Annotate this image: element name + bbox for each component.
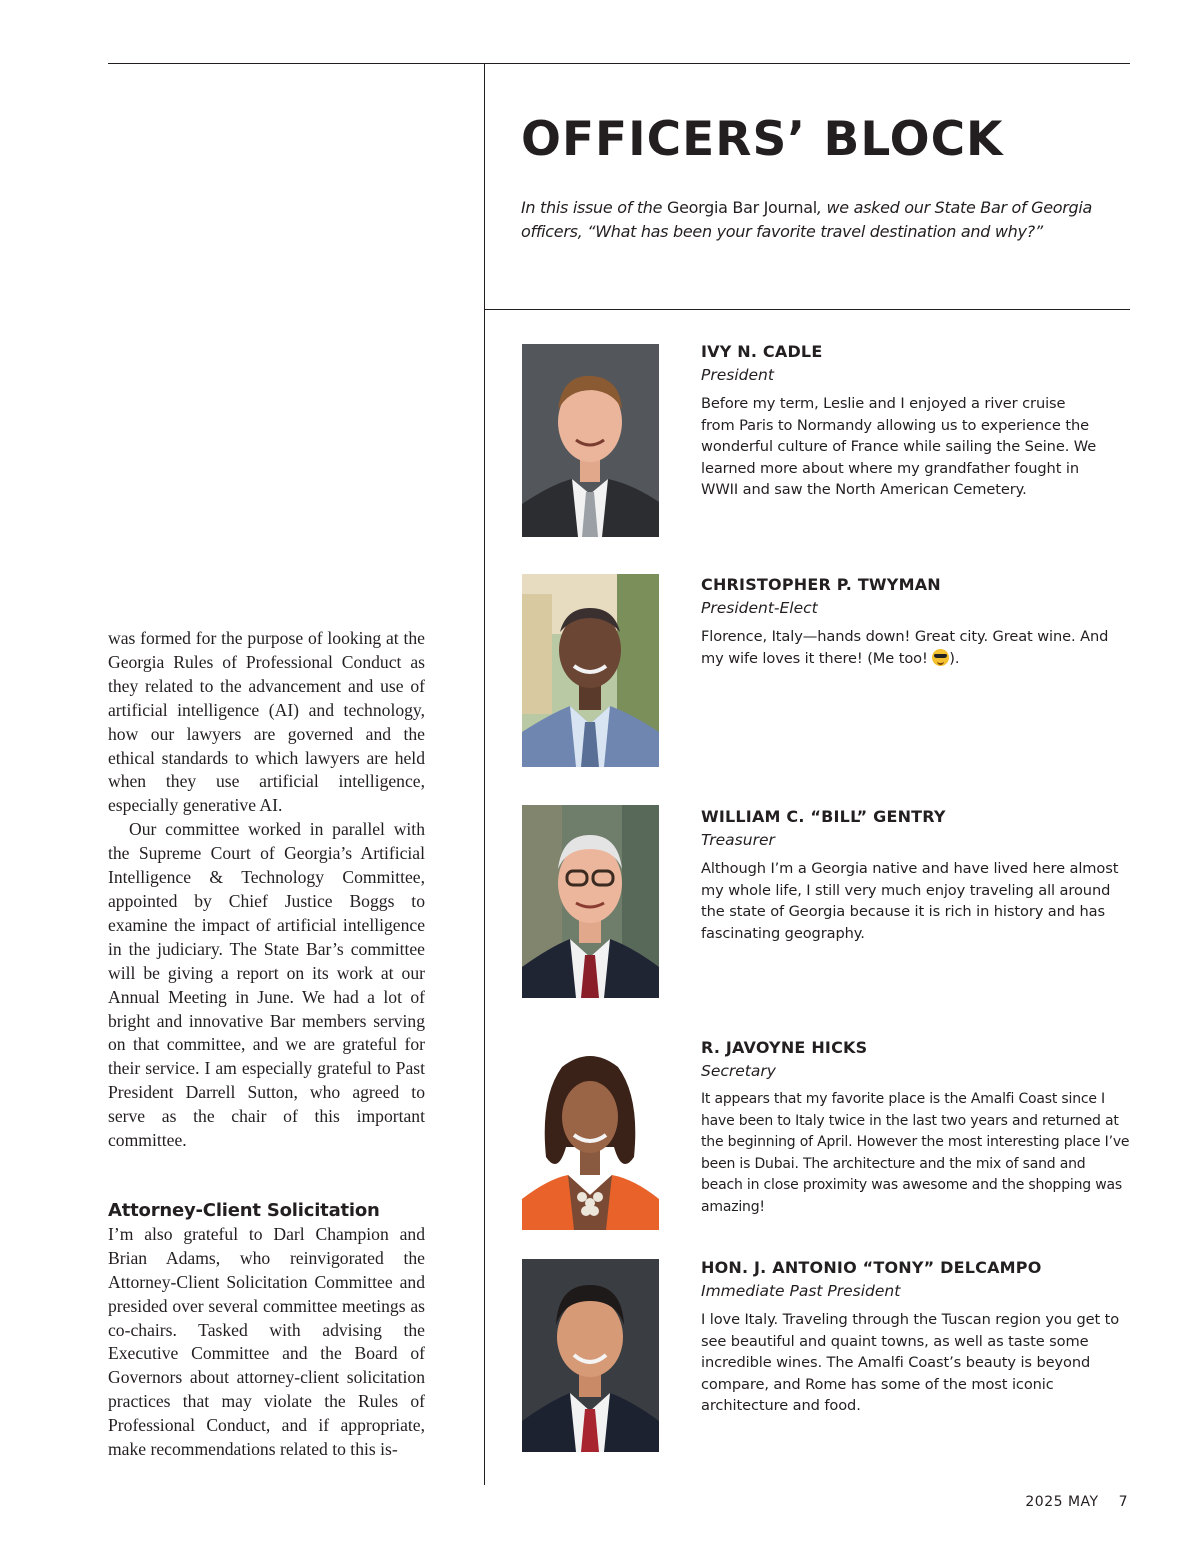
issue-date: 2025 MAY: [1025, 1494, 1099, 1510]
intro-text: In this issue of the: [521, 198, 667, 217]
officer-role: Secretary: [701, 1062, 776, 1080]
officer-bio-text: Florence, Italy—hands down! Great city. Great wine. And my wife loves it there! (Me too!: [701, 628, 1109, 667]
header-bottom-rule: [484, 309, 1130, 310]
article-paragraph: I’m also grateful to Darl Champion and Brian Adams, who reinvigorated the Attorney-Client Solicitation Committee and presided over several committee meetings as co-chairs. Tasked with advising the Executive Committee and the Board of Governors about attorney-client solicitation practices that may violate the Rules of Professional Conduct, and if appropriate, make recommendations related to this is-: [108, 1223, 425, 1460]
officer-photo-delcampo: [522, 1259, 659, 1452]
officer-bio: I love Italy. Traveling through the Tuscan region you get to see beautiful and quaint towns, as well as taste some incredible wines. The Amalfi Coast’s beauty is beyond compare, and Rome has some of the most iconic architecture and food.: [701, 1311, 1120, 1415]
intro-text: , we asked our State Bar of Georgia officers, “What has been your favorite travel destination and why?”: [521, 198, 1093, 241]
sunglasses-emoji-icon: [932, 649, 949, 666]
officer-entry: [701, 573, 1131, 669]
top-rule: [108, 63, 1130, 64]
officer-name: IVY N. CADLE: [701, 342, 823, 361]
officer-entry: [701, 1256, 1131, 1417]
officer-role: Treasurer: [701, 831, 775, 849]
officer-bio: [701, 626, 1131, 669]
officer-photo-cadle: [522, 344, 659, 537]
article-paragraph: was formed for the purpose of looking at the Georgia Rules of Professional Conduct as they related to the advancement and use of artificial intelligence (AI) and technology, how our lawyers are governed and the ethical standards to which lawyers are held when they use artificial intelligence, especially generative AI.: [108, 628, 425, 816]
officer-entry: [701, 805, 1131, 944]
officer-name: R. JAVOYNE HICKS: [701, 1038, 868, 1057]
article-paragraph: Our committee worked in parallel with the Supreme Court of Georgia’s Artificial Intelligence & Technology Committee, appointed by Chief Justice Boggs to examine the impact of artificial intelligence in the judiciary. The State Bar’s committee will be giving a report on its work at our Annual Meeting in June. We had a lot of bright and innovative Bar members serving on that committee, and we are grateful for their service. I am especially grateful to Past President Darrell Sutton, who agreed to serve as the chair of this important committee.: [108, 819, 425, 1151]
officer-role: Immediate Past President: [701, 1282, 901, 1300]
officer-photo-hicks: [522, 1037, 659, 1230]
officer-entry: [701, 1036, 1131, 1219]
officer-name: WILLIAM C. “BILL” GENTRY: [701, 807, 946, 826]
officer-bio: Although I’m a Georgia native and have lived here almost my whole life, I still very much enjoy traveling all around the state of Georgia because it is rich in history and has fascinating geography.: [701, 860, 1119, 942]
officer-photo-twyman: [522, 574, 659, 767]
article-column: [108, 627, 425, 1462]
officer-bio: It appears that my favorite place is the Amalfi Coast since I have been to Italy twice in the last two years and returned at the beginning of April. However the most interesting place I’ve been is Dubai. The architecture and the mix of sand and beach in close proximity was awesome and the shopping was amazing!: [701, 1091, 1130, 1215]
officer-role: President-Elect: [701, 599, 818, 617]
officer-photo-gentry: [522, 805, 659, 998]
page-number: 7: [1118, 1494, 1128, 1510]
officer-name: HON. J. ANTONIO “TONY” DELCAMPO: [701, 1258, 1042, 1277]
officer-role: President: [701, 366, 774, 384]
article-subhead: Attorney-Client Solicitation: [108, 1199, 380, 1221]
journal-name: Georgia Bar Journal: [666, 198, 817, 217]
officer-entry: [701, 340, 1131, 501]
officer-name: CHRISTOPHER P. TWYMAN: [701, 575, 941, 594]
block-title: OFFICERS’ BLOCK: [521, 112, 1004, 167]
block-intro: [521, 196, 1136, 244]
officer-bio-text: ).: [949, 649, 960, 667]
page-folio: [1025, 1494, 1128, 1510]
officer-bio: Before my term, Leslie and I enjoyed a river cruise from Paris to Normandy allowing us to experience the wonderful culture of France while sailing the Seine. We learned more about where my grandfather fought in WWII and saw the North American Cemetery.: [701, 395, 1097, 499]
column-divider: [484, 63, 485, 1485]
